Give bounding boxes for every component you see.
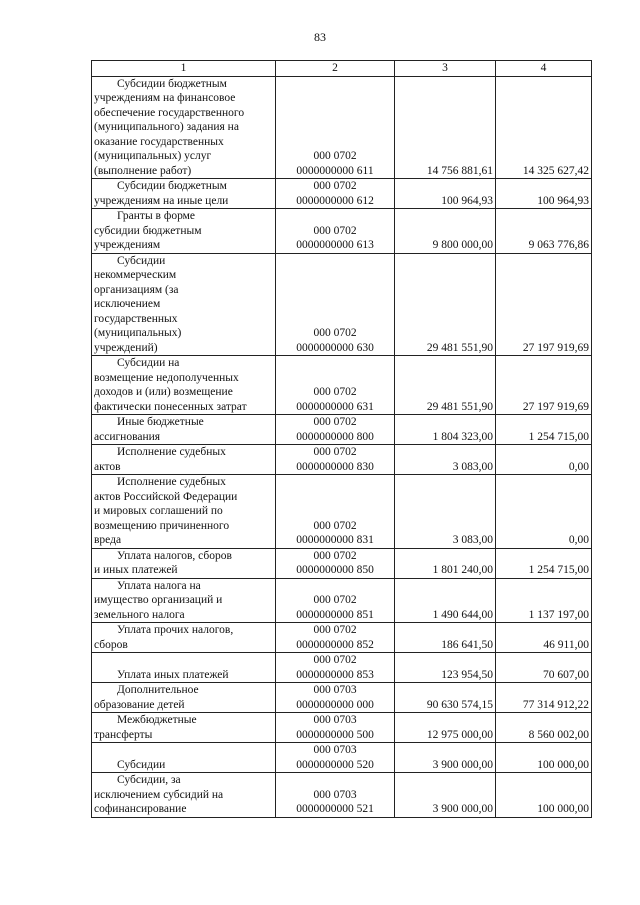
row-name: Уплата налогов, сборов и иных платежей	[92, 548, 276, 578]
row-value-plan: 9 800 000,00	[395, 209, 496, 254]
row-value-actual: 46 911,00	[496, 623, 592, 653]
row-name: Исполнение судебных актов Российской Федерации и мировых соглашений по возмещению причиненного вреда	[92, 475, 276, 549]
row-value-plan: 1 801 240,00	[395, 548, 496, 578]
row-value-actual: 100 000,00	[496, 773, 592, 818]
row-code: 000 0703 0000000000 521	[276, 773, 395, 818]
budget-table	[91, 60, 592, 818]
header-col-3: 3	[395, 61, 496, 77]
row-name: Субсидии, за исключением субсидий на софинансирование	[92, 773, 276, 818]
row-name: Уплата иных платежей	[92, 653, 276, 683]
row-code: 000 0702 0000000000 853	[276, 653, 395, 683]
table-row	[92, 415, 592, 445]
table-row	[92, 713, 592, 743]
row-code: 000 0702 0000000000 852	[276, 623, 395, 653]
row-value-plan: 3 900 000,00	[395, 773, 496, 818]
row-value-actual: 27 197 919,69	[496, 356, 592, 415]
row-value-actual: 77 314 912,22	[496, 683, 592, 713]
row-name: Гранты в форме субсидии бюджетным учреждениям	[92, 209, 276, 254]
row-code: 000 0702 0000000000 611	[276, 76, 395, 179]
row-value-plan: 3 900 000,00	[395, 743, 496, 773]
table-row	[92, 653, 592, 683]
row-name: Исполнение судебных актов	[92, 445, 276, 475]
row-value-actual: 0,00	[496, 475, 592, 549]
row-name: Субсидии на возмещение недополученных доходов и (или) возмещение фактически понесенных затрат	[92, 356, 276, 415]
row-value-plan: 3 083,00	[395, 475, 496, 549]
row-name: Межбюджетные трансферты	[92, 713, 276, 743]
row-value-plan: 12 975 000,00	[395, 713, 496, 743]
header-row	[92, 61, 592, 77]
table-row	[92, 253, 592, 356]
table-row	[92, 356, 592, 415]
row-value-plan: 186 641,50	[395, 623, 496, 653]
row-code: 000 0702 0000000000 800	[276, 415, 395, 445]
table-row	[92, 445, 592, 475]
row-value-actual: 9 063 776,86	[496, 209, 592, 254]
row-value-actual: 1 254 715,00	[496, 415, 592, 445]
table-row	[92, 683, 592, 713]
row-name: Уплата прочих налогов, сборов	[92, 623, 276, 653]
row-code: 000 0702 0000000000 631	[276, 356, 395, 415]
row-value-actual: 1 137 197,00	[496, 578, 592, 623]
row-name: Субсидии некоммерческим организациям (за исключением государственных (муниципальных) учреждений)	[92, 253, 276, 356]
row-code: 000 0702 0000000000 850	[276, 548, 395, 578]
row-code: 000 0703 0000000000 000	[276, 683, 395, 713]
row-code: 000 0702 0000000000 612	[276, 179, 395, 209]
table-row	[92, 475, 592, 549]
row-value-plan: 123 954,50	[395, 653, 496, 683]
table-row	[92, 179, 592, 209]
row-value-actual: 100 964,93	[496, 179, 592, 209]
row-value-plan: 14 756 881,61	[395, 76, 496, 179]
row-value-actual: 70 607,00	[496, 653, 592, 683]
row-code: 000 0702 0000000000 851	[276, 578, 395, 623]
header-col-2: 2	[276, 61, 395, 77]
row-name: Иные бюджетные ассигнования	[92, 415, 276, 445]
row-value-plan: 29 481 551,90	[395, 356, 496, 415]
table-row	[92, 548, 592, 578]
row-value-actual: 14 325 627,42	[496, 76, 592, 179]
row-value-actual: 27 197 919,69	[496, 253, 592, 356]
row-value-plan: 90 630 574,15	[395, 683, 496, 713]
row-code: 000 0702 0000000000 630	[276, 253, 395, 356]
row-value-plan: 100 964,93	[395, 179, 496, 209]
page-number: 83	[314, 30, 326, 44]
table-row	[92, 743, 592, 773]
header-col-1: 1	[92, 61, 276, 77]
row-value-actual: 100 000,00	[496, 743, 592, 773]
row-value-plan: 1 804 323,00	[395, 415, 496, 445]
row-name: Субсидии бюджетным учреждениям на иные цели	[92, 179, 276, 209]
row-code: 000 0702 0000000000 613	[276, 209, 395, 254]
row-value-actual: 1 254 715,00	[496, 548, 592, 578]
row-code: 000 0702 0000000000 830	[276, 445, 395, 475]
table-row	[92, 623, 592, 653]
table-row	[92, 209, 592, 254]
row-code: 000 0703 0000000000 500	[276, 713, 395, 743]
row-name: Дополнительное образование детей	[92, 683, 276, 713]
row-name: Субсидии бюджетным учреждениям на финансовое обеспечение государственного (муниципального) задания на оказание государственных (муниципальных) услуг (выполнение работ)	[92, 76, 276, 179]
table-row	[92, 76, 592, 179]
header-col-4: 4	[496, 61, 592, 77]
row-value-actual: 8 560 002,00	[496, 713, 592, 743]
row-value-plan: 3 083,00	[395, 445, 496, 475]
row-code: 000 0702 0000000000 831	[276, 475, 395, 549]
table-row	[92, 773, 592, 818]
row-value-plan: 1 490 644,00	[395, 578, 496, 623]
table-row	[92, 578, 592, 623]
row-name: Уплата налога на имущество организаций и земельного налога	[92, 578, 276, 623]
row-code: 000 0703 0000000000 520	[276, 743, 395, 773]
row-value-plan: 29 481 551,90	[395, 253, 496, 356]
row-value-actual: 0,00	[496, 445, 592, 475]
row-name: Субсидии	[92, 743, 276, 773]
